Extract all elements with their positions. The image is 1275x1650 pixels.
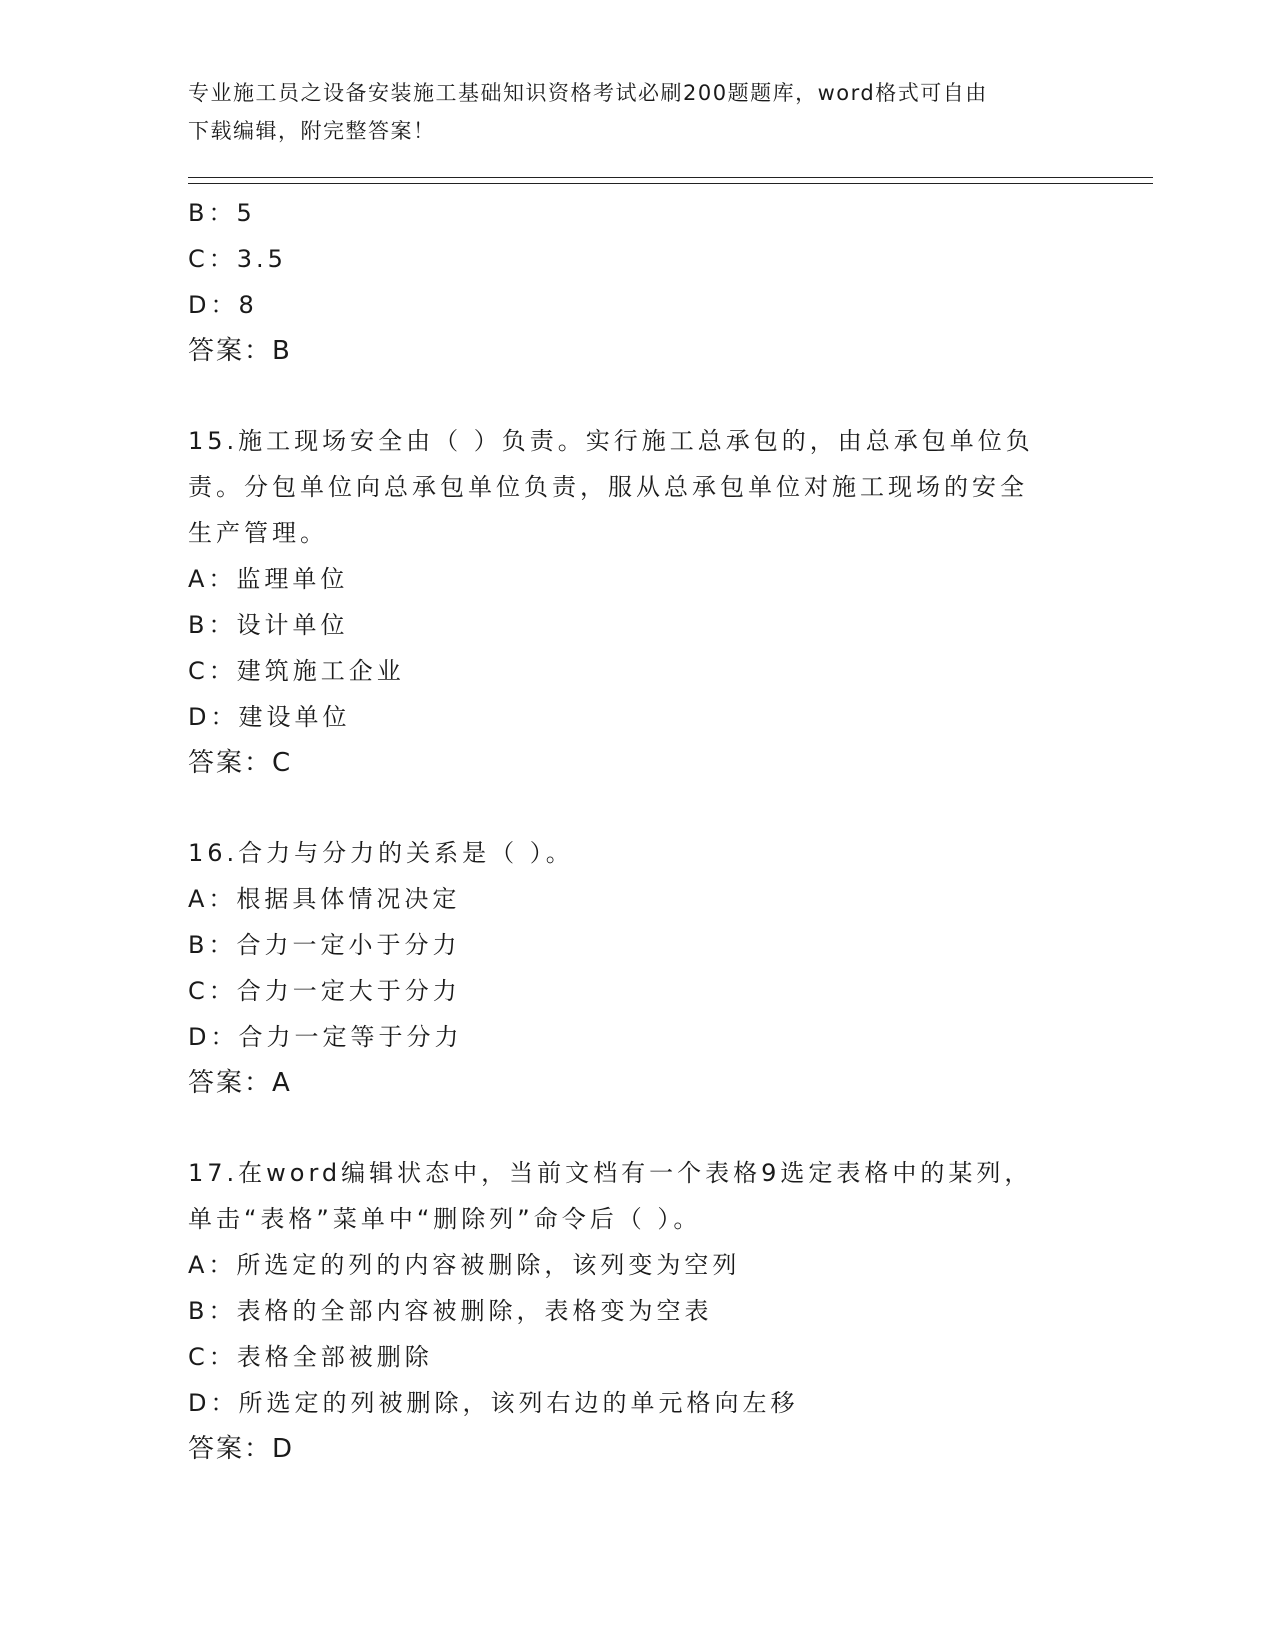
question-stem-line: 责。分包单位向总承包单位负责，服从总承包单位对施工现场的安全 xyxy=(188,473,1028,501)
header-divider-bottom xyxy=(188,183,1153,184)
header-line-1: 专业施工员之设备安装施工基础知识资格考试必刷200题题库，word格式可自由 xyxy=(188,81,988,105)
answer: 答案：A xyxy=(188,1068,292,1098)
option-b: B：5 xyxy=(188,199,256,227)
document-header xyxy=(188,74,1088,150)
question-stem-line: 生产管理。 xyxy=(188,519,328,547)
option-a: A：所选定的列的内容被删除，该列变为空列 xyxy=(188,1251,741,1279)
question-15 xyxy=(188,418,1118,786)
option-a: A：监理单位 xyxy=(188,565,349,593)
document-body xyxy=(188,190,1118,1472)
question-stem-line: 单击“表格”菜单中“删除列”命令后（ ）。 xyxy=(188,1205,702,1233)
option-d: D：8 xyxy=(188,291,258,319)
answer: 答案：B xyxy=(188,336,292,366)
question-17 xyxy=(188,1150,1118,1472)
option-d: D：所选定的列被删除，该列右边的单元格向左移 xyxy=(188,1389,799,1417)
question-stem-line: 17.在word编辑状态中，当前文档有一个表格9选定表格中的某列， xyxy=(188,1159,1033,1187)
option-d: D：合力一定等于分力 xyxy=(188,1023,463,1051)
option-c: C：合力一定大于分力 xyxy=(188,977,461,1005)
question-stem-line: 16.合力与分力的关系是（ ）。 xyxy=(188,839,574,867)
option-c: C：建筑施工企业 xyxy=(188,657,405,685)
option-b: B：合力一定小于分力 xyxy=(188,931,461,959)
header-divider-top xyxy=(188,177,1153,178)
header-line-2: 下载编辑，附完整答案！ xyxy=(188,119,436,143)
answer: 答案：D xyxy=(188,1434,295,1464)
answer: 答案：C xyxy=(188,748,293,778)
question-16 xyxy=(188,830,1118,1106)
option-c: C：3.5 xyxy=(188,245,287,273)
option-b: B：设计单位 xyxy=(188,611,349,639)
option-b: B：表格的全部内容被删除，表格变为空表 xyxy=(188,1297,713,1325)
option-a: A：根据具体情况决定 xyxy=(188,885,461,913)
option-c: C：表格全部被删除 xyxy=(188,1343,433,1371)
question-14-tail xyxy=(188,190,1118,374)
question-stem-line: 15.施工现场安全由（ ）负责。实行施工总承包的，由总承包单位负 xyxy=(188,427,1034,455)
option-d: D：建设单位 xyxy=(188,703,351,731)
